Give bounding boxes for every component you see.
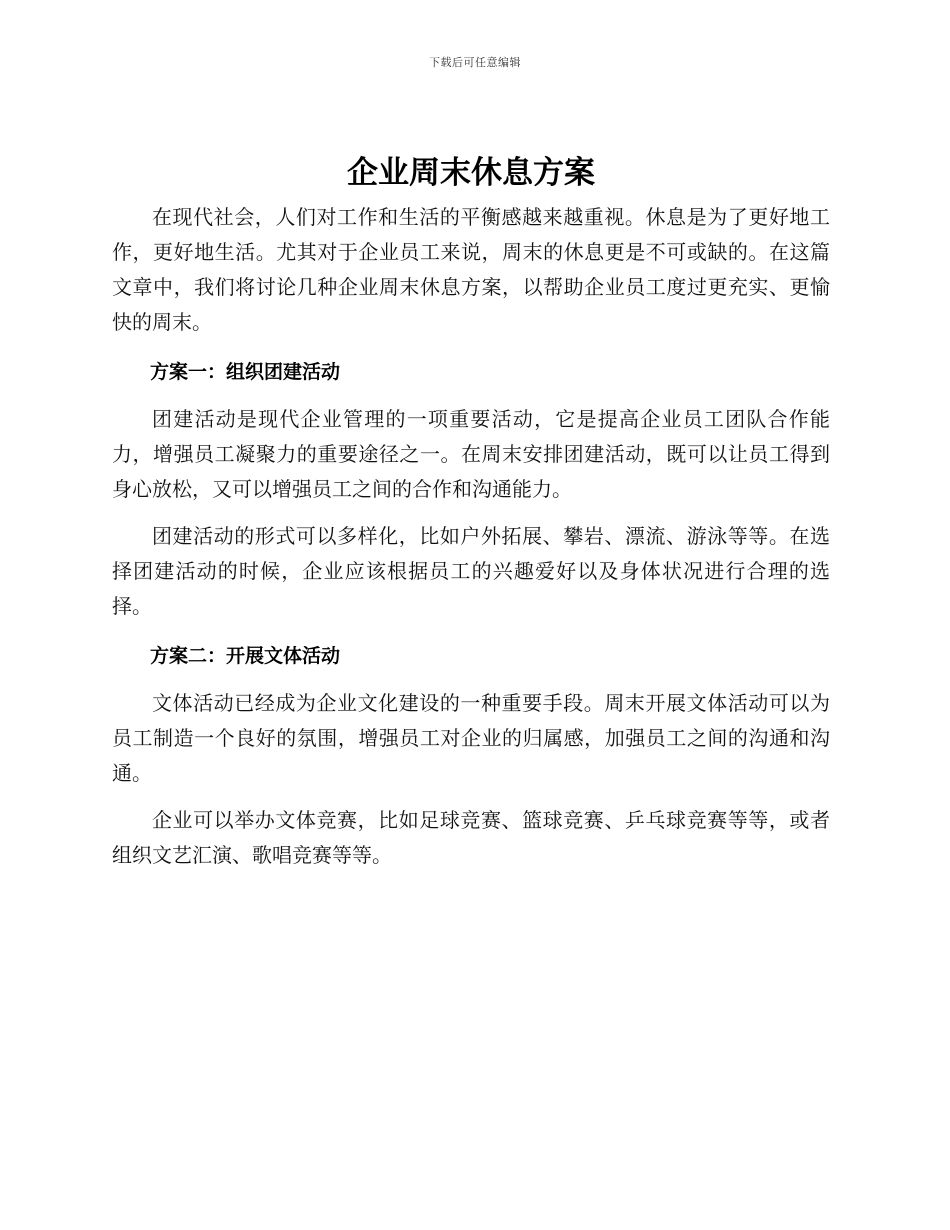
- section-heading: 方案一：组织团建活动: [150, 361, 341, 383]
- intro-paragraph: 在现代社会，人们对工作和生活的平衡感越来越重视。休息是为了更好地工作，更好地生活。尤其对于企业员工来说，周末的休息更是不可或缺的。在这篇文章中，我们将讨论几种企业周末休息方案，以帮助企业员工度过更充实、更愉快的周末。: [112, 205, 830, 334]
- section-1: [112, 358, 830, 624]
- section-paragraph: 团建活动是现代企业管理的一项重要活动，它是提高企业员工团队合作能力，增强员工凝聚力的重要途径之一。在周末安排团建活动，既可以让员工得到身心放松，又可以增强员工之间的合作和沟通能力。: [112, 407, 830, 501]
- document-title: 企业周末休息方案: [347, 155, 595, 191]
- section-paragraph: 文体活动已经成为企业文化建设的一种重要手段。周末开展文体活动可以为员工制造一个良好的氛围，增强员工对企业的归属感，加强员工之间的沟通和沟通。: [112, 691, 830, 785]
- section-paragraph: 团建活动的形式可以多样化，比如户外拓展、攀岩、漂流、游泳等等。在选择团建活动的时候，企业应该根据员工的兴趣爱好以及身体状况进行合理的选择。: [112, 524, 830, 618]
- section-heading: 方案二：开展文体活动: [150, 645, 341, 667]
- header-note: 下载后可任意编辑: [429, 56, 521, 69]
- section-2: [112, 642, 830, 873]
- document-body: [112, 150, 830, 885]
- section-paragraph: 企业可以举办文体竞赛，比如足球竞赛、篮球竞赛、乒乓球竞赛等等，或者组织文艺汇演、歌唱竞赛等等。: [112, 808, 830, 867]
